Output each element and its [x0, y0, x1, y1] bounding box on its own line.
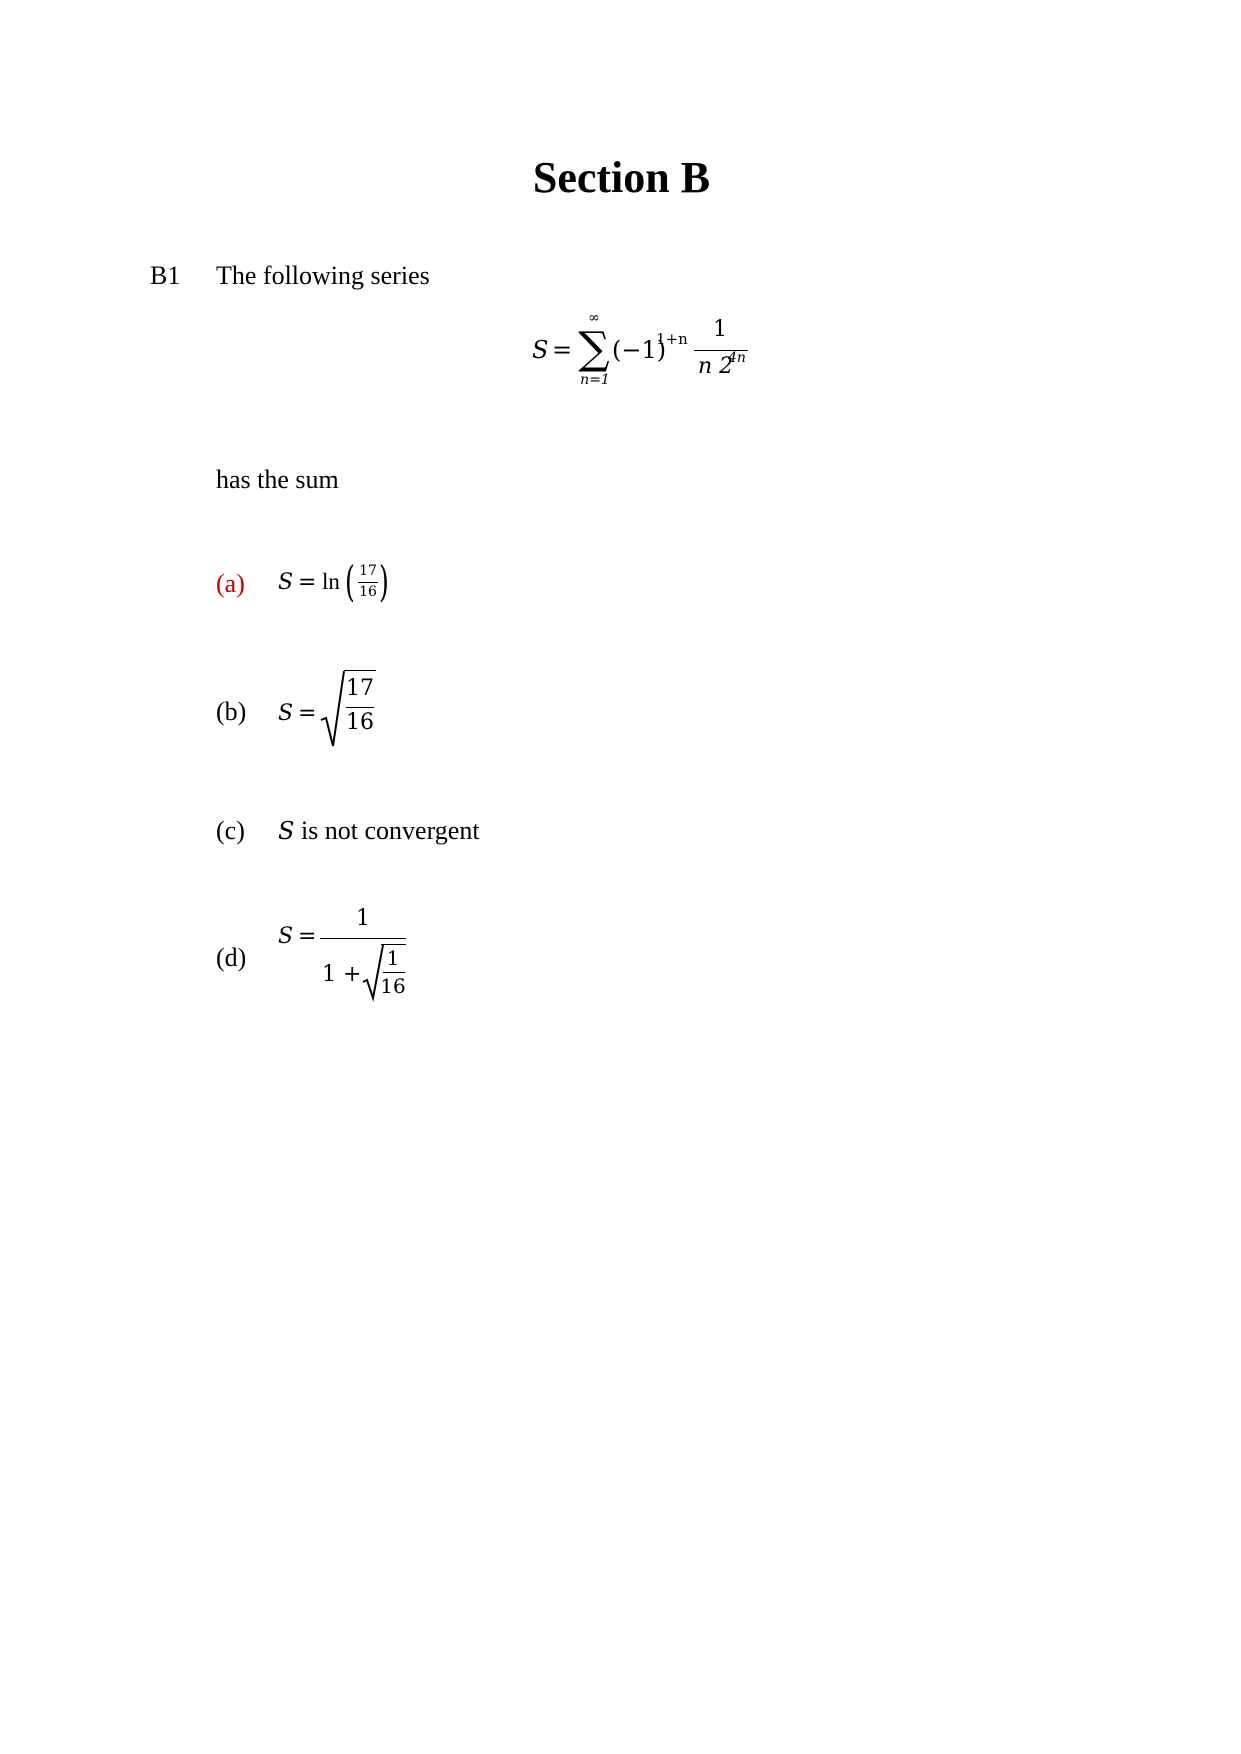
- series-equation: [532, 312, 772, 392]
- option-a-lparen: (: [345, 557, 355, 606]
- option-d-radical-bar: [381, 944, 406, 945]
- question-intro: The following series: [216, 261, 430, 290]
- series-denominator-base: n 2: [698, 354, 734, 379]
- question-outro: has the sum: [216, 465, 339, 494]
- series-exponent: 1+n: [656, 330, 688, 348]
- series-equals: =: [552, 336, 573, 364]
- series-numerator: 1: [713, 317, 727, 342]
- option-b-fraction-bar: [346, 707, 374, 708]
- option-d-equals: =: [298, 924, 317, 949]
- question-number: B1: [150, 261, 181, 290]
- option-a-den: 16: [359, 584, 377, 600]
- option-d-inner-num: 1: [386, 946, 400, 970]
- series-lhs: S: [532, 336, 549, 364]
- option-b-num: 17: [346, 676, 374, 701]
- option-d-lhs: S: [278, 924, 294, 949]
- option-c-label: (c): [216, 816, 245, 845]
- option-b-lhs: S: [278, 701, 294, 726]
- option-d-equation: [278, 902, 428, 1002]
- sum-symbol: ∑: [578, 323, 610, 374]
- option-c-lhs: S: [278, 817, 295, 845]
- option-b-den: 16: [346, 710, 374, 735]
- option-d-inner-den: 16: [380, 974, 406, 998]
- series-base: (−1): [612, 336, 667, 364]
- option-d-inner-fraction-bar: [383, 972, 405, 973]
- option-d-num: 1: [356, 906, 370, 931]
- option-d-fraction-bar: [320, 938, 406, 939]
- section-title: [0, 148, 1241, 208]
- option-b-label: (b): [216, 697, 247, 726]
- option-a-ln: ln: [322, 569, 340, 594]
- option-d-den-prefix: 1 +: [322, 962, 362, 987]
- series-denominator-exponent: 4n: [728, 350, 746, 366]
- option-b-equation: [278, 668, 398, 752]
- option-b-equals: =: [298, 701, 317, 726]
- option-a-lhs: S: [278, 570, 294, 595]
- option-a-rparen: ): [379, 557, 389, 606]
- option-a-equals: =: [298, 570, 317, 595]
- option-b-radical-bar: [344, 670, 376, 671]
- sum-lower-limit: n=1: [580, 372, 610, 388]
- sum-upper-limit: ∞: [588, 310, 600, 326]
- option-c-text: is not convergent: [300, 816, 480, 845]
- option-a-fraction-bar: [358, 582, 378, 583]
- option-a-equation: [278, 557, 408, 608]
- option-d-label: (d): [216, 943, 247, 972]
- section-title-text: Section B: [532, 153, 711, 202]
- option-a-num: 17: [359, 563, 377, 579]
- option-c-statement: [278, 815, 480, 847]
- option-a-label: (a): [216, 569, 245, 598]
